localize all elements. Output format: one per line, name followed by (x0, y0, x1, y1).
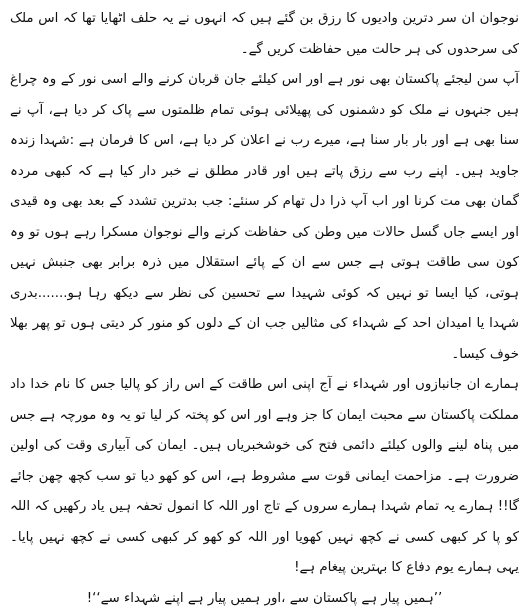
paragraph-martyrs-light: آپ سن لیجئے پاکستان بھی نور ہے اور اس کیلئے جان قربان کرنے والے اسی نور کے وہ چراغ ہیں جنہوں نے ملک کو دشمنوں کی پھیلائی ہوئی تمام ظلمتوں سے پاک کر دیا ہے، آپ نے سنا بھی ہے اور بار بار سنا ہے، میرے رب نے اعلان کر دیا ہے، اس کا فرمان ہے :شہدا زندہ جاوید ہیں۔ اپنے رب سے رزق پاتے ہیں اور قادر مطلق نے خبر دار کیا ہے کہ کبھی مردہ گمان بھی مت کرنا اور اب آپ ذرا دل تھام کر سنئے: جب بدترین تشدد کے بعد بھی وہ قیدی اور ایسے جاں گسل حالات میں وطن کی حفاظت کرنے والے نوجوان مسکرا رہے ہوں تو وہ کون سی طاقت ہوتی ہے جس سے ان کے پائے استقلال میں ذرہ برابر بھی جنبش نہیں ہوتی، کیا ایسا تو نہیں کہ کوئی شہیدا سے تحسین کی نظر سے دیکھ رہا ہو.......بدری شہدا یا امیدان احد کے شہداء کی مثالیں جب ان کے دلوں کو منور کر دیتی ہوں تو پھر بھلا خوف کیسا۔ (10, 65, 519, 370)
closing-slogan: ’’ہمیں پیار ہے پاکستان سے ،اور ہمیں پیار ہے اپنے شہداء سے‘‘! (10, 584, 519, 614)
paragraph-opening: نوجوان ان سر دترین وادیوں کا رزق بن گئے ہیں کہ انہوں نے یہ حلف اٹھایا تھا کہ اس ملک کی سرحدوں کی ہر حالت میں حفاظت کریں گے۔ (10, 4, 519, 65)
paragraph-faith-strength: ہمارے ان جانبازوں اور شہداء نے آج اپنی اس طاقت کے اس راز کو پالیا جس کا نام خدا داد مملکت پاکستان سے محبت ایمان کا جز وہے اور اس کو پختہ کر لیا تو یہ وہ مورچہ ہے جس میں پناہ لینے والوں کیلئے دائمی فتح کی خوشخبریاں ہیں۔ ایمان کی آبیاری وقت کی اولین ضرورت ہے۔ مزاحمت ایمانی قوت سے مشروط ہے، اس کو کھو دیا تو سب کچھ چھن جائے گا!! ہمارے یہ تمام شہدا ہمارے سروں کے تاج اور اللہ کا انمول تحفہ ہیں یاد رکھیں کہ اللہ کو پا کر کبھی کسی نے کچھ نہیں کھویا اور اللہ کو کھو کر کبھی کسی نے کچھ نہیں پایا۔ یہی ہمارے یوم دفاع کا بہترین پیغام ہے! (10, 370, 519, 584)
article-body (10, 4, 519, 614)
